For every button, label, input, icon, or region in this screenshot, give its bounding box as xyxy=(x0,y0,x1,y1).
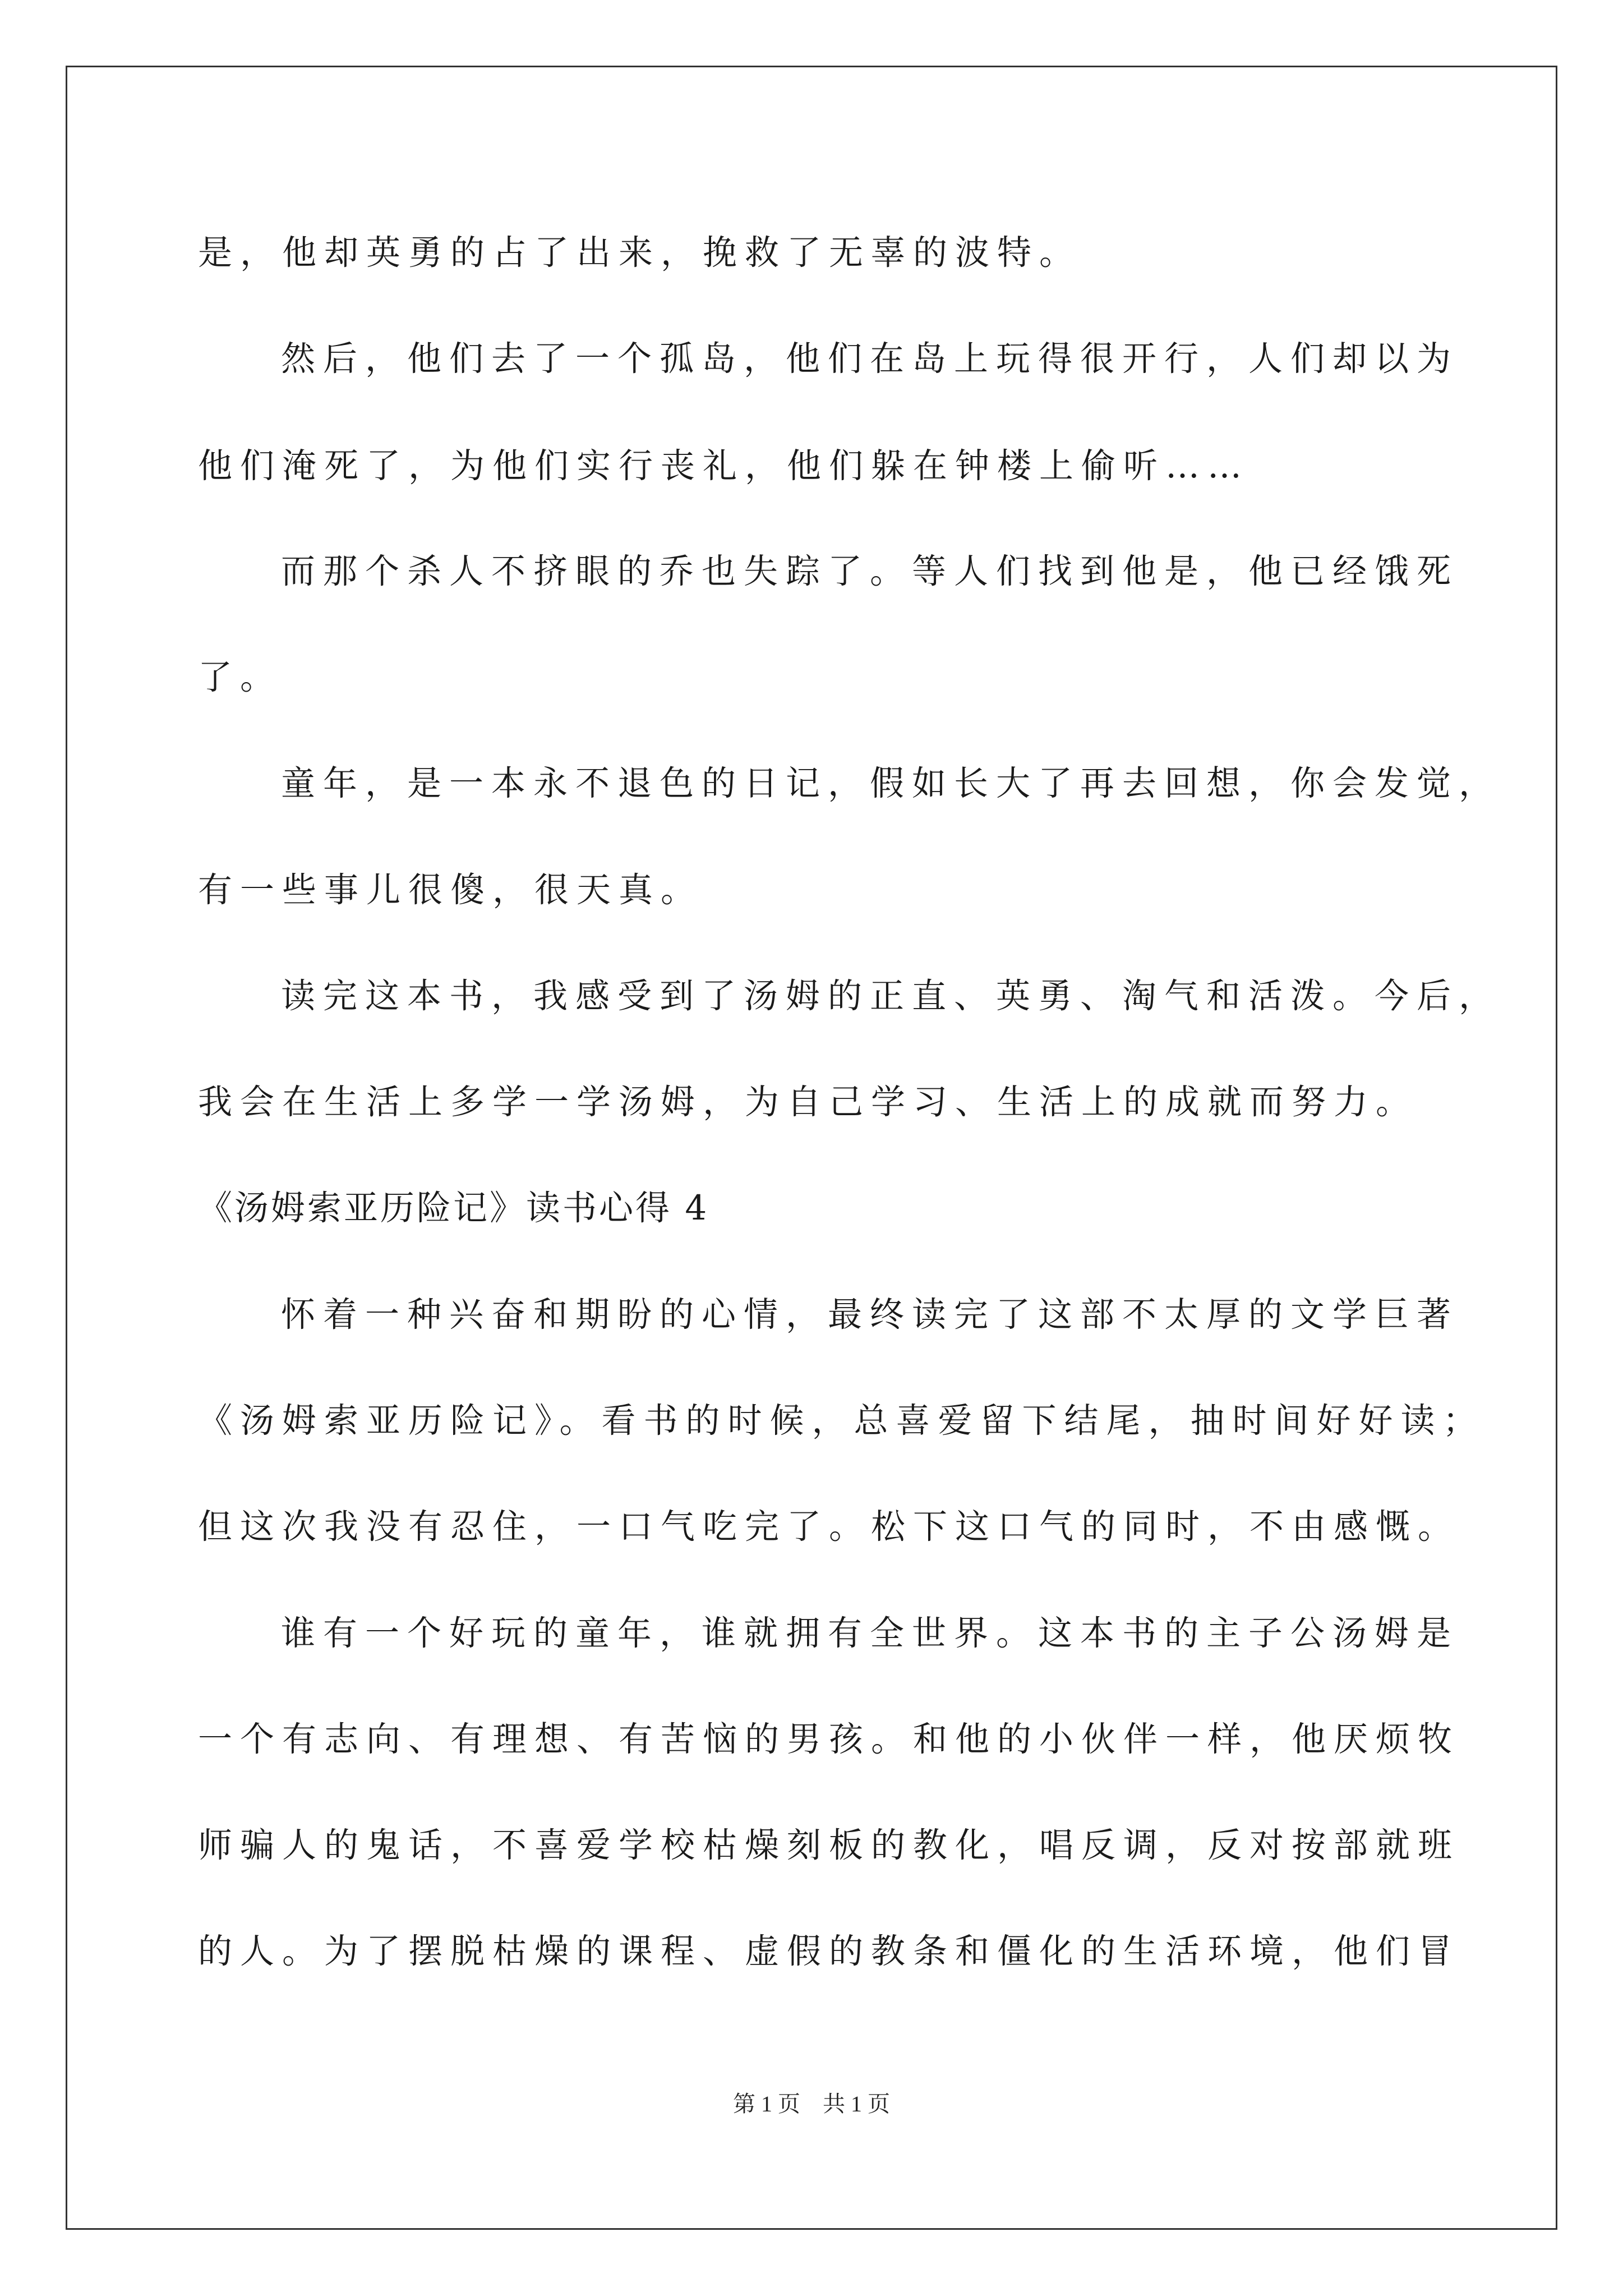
paragraph-line: 他们淹死了，为他们实行丧礼，他们躲在钟楼上偷听…… xyxy=(198,446,1250,486)
paragraph-line: 一个有志向、有理想、有苦恼的男孩。和他的小伙伴一样，他厌烦牧 xyxy=(198,1719,1460,1759)
paragraph-line: 了。 xyxy=(198,657,283,697)
page-border xyxy=(66,66,1557,2230)
paragraph-line: 而那个杀人不挤眼的乔也失踪了。等人们找到他是，他已经饿死 xyxy=(281,551,1459,591)
paragraph-line: 读完这本书，我感受到了汤姆的正直、英勇、淘气和活泼。今后， xyxy=(281,976,1501,1016)
paragraph-line: 然后，他们去了一个孤岛，他们在岛上玩得很开行，人们却以为 xyxy=(281,339,1459,379)
paragraph-line: 《汤姆索亚历险记》。看书的时候，总喜爱留下结尾，抽时间好好读； xyxy=(198,1401,1485,1441)
paragraph-line: 但这次我没有忍住，一口气吃完了。松下这口气的同时，不由感慨。 xyxy=(198,1507,1460,1547)
paragraph-line: 师骗人的鬼话，不喜爱学校枯燥刻板的教化，唱反调，反对按部就班 xyxy=(198,1825,1460,1865)
paragraph-line: 有一些事儿很傻，很天真。 xyxy=(198,870,703,910)
page-number-footer: 第 1 页 共 1 页 xyxy=(733,2091,890,2116)
paragraph-line: 谁有一个好玩的童年，谁就拥有全世界。这本书的主子公汤姆是 xyxy=(281,1613,1459,1653)
paragraph-line: 的人。为了摆脱枯燥的课程、虚假的教条和僵化的生活环境，他们冒 xyxy=(198,1931,1460,1971)
section-heading: 《汤姆索亚历险记》读书心得 4 xyxy=(198,1188,709,1228)
paragraph-line: 我会在生活上多学一学汤姆，为自己学习、生活上的成就而努力。 xyxy=(198,1082,1418,1122)
paragraph-line: 是，他却英勇的占了出来，挽救了无辜的波特。 xyxy=(198,233,1082,273)
paragraph-line: 童年，是一本永不退色的日记，假如长大了再去回想，你会发觉， xyxy=(281,763,1501,803)
paragraph-line: 怀着一种兴奋和期盼的心情，最终读完了这部不太厚的文学巨著 xyxy=(281,1295,1459,1335)
